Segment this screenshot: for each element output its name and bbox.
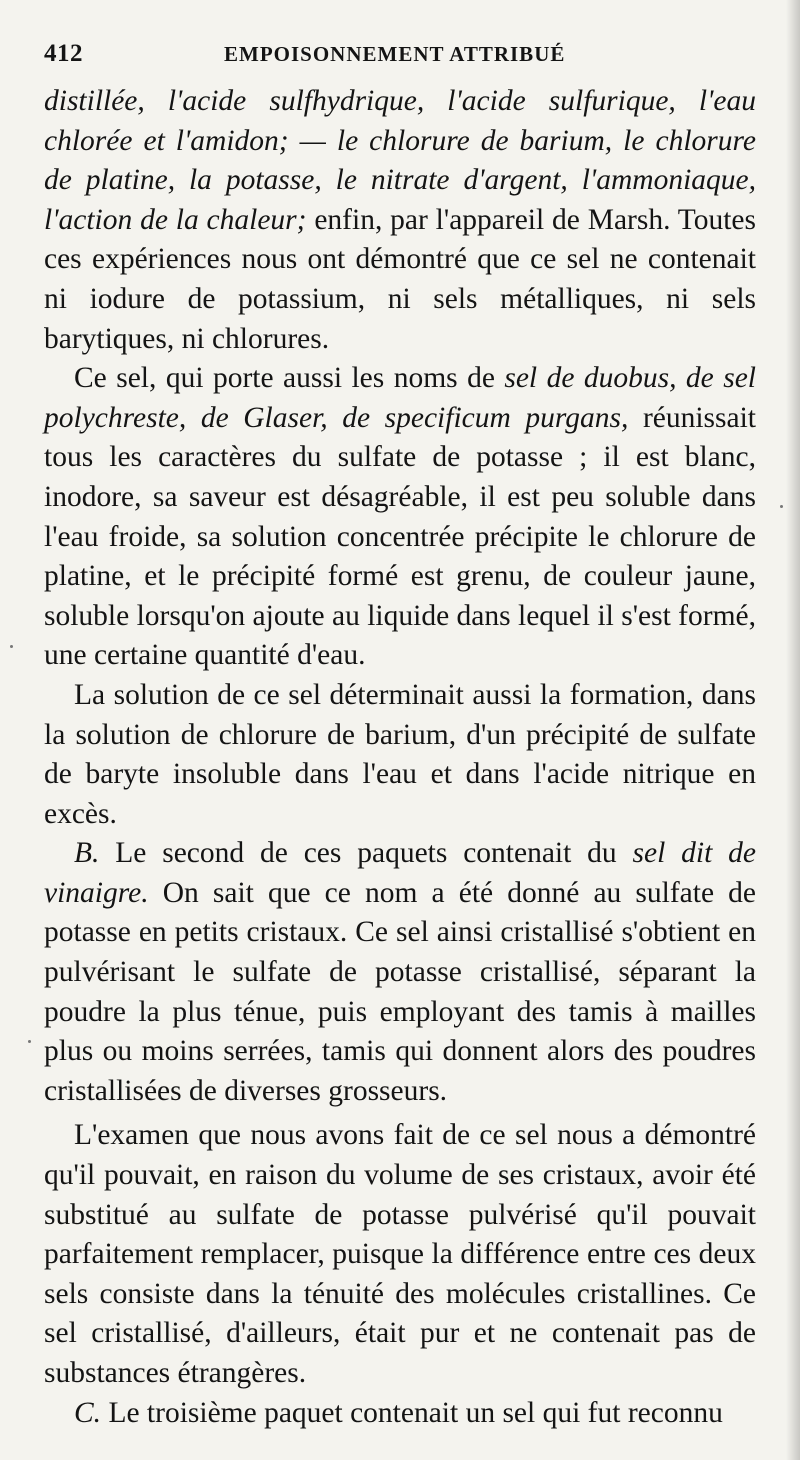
page-edge-shadow	[786, 0, 800, 1460]
text-segment: On sait que ce nom a été donné au sulfate de potasse en petits cristaux. Ce sel ainsi cristallisé s'obtient en pulvérisant le sulfate de potasse cristallisé, séparant la poudre la plus ténue, puis employant des tamis à mailles plus ou moins serrées, tamis qui donnent alors des poudres cristallisées de diverses grosseurs.	[44, 876, 756, 1107]
paragraph-continuation	[44, 82, 756, 359]
paper-speck	[28, 1040, 31, 1043]
text-segment: Ce sel, qui porte aussi les noms de	[74, 362, 505, 395]
body-text	[44, 82, 756, 1433]
text-segment: C.	[74, 1396, 102, 1429]
text-segment: L'examen que nous avons fait de ce sel nous a démontré qu'il pouvait, en raison du volume de ses cristaux, avoir été substitué au sulfate de potasse pulvérisé qu'il pouvait parfaitement remplacer, puisque la différence entre ces deux sels consiste dans la ténuité des molécules cristallines. Ce sel cristallisé, d'ailleurs, était pur et ne contenait pas de substances étrangères.	[44, 1119, 756, 1389]
paragraph-sel-de-duobus	[44, 359, 756, 676]
paragraph-b-sel-de-vinaigre	[44, 834, 756, 1111]
text-segment: La solution de ce sel déterminait aussi la formation, dans la solution de chlorure de barium, d'un précipité de sulfate de baryte insoluble dans l'eau et dans l'acide nitrique en excès.	[44, 678, 756, 830]
text-segment: Le troisième paquet contenait un sel qui fut reconnu	[101, 1396, 723, 1429]
paper-speck	[10, 645, 13, 648]
text-segment: sel de duobus, de sel polychreste, de Glaser, de specificum purgans,	[44, 362, 756, 434]
text-segment: réunissait tous les caractères du sulfate de potasse ; il est blanc, inodore, sa saveur est désagréable, il est peu soluble dans l'eau froide, sa solution concentrée précipite le chlorure de platine, et le précipité formé est grenu, de couleur jaune, soluble lorsqu'on ajoute au liquide dans lequel il s'est formé, une certaine quantité d'eau.	[44, 401, 757, 672]
text-segment: B.	[74, 837, 100, 870]
page-number: 412	[44, 40, 83, 67]
paragraph-barium-test	[44, 676, 756, 834]
text-segment: sel dit de vinaigre.	[44, 837, 756, 909]
paragraph-examen	[44, 1116, 756, 1393]
page-header	[44, 40, 756, 80]
paper-speck	[780, 505, 783, 508]
paragraph-c-troisieme-paquet	[44, 1394, 756, 1434]
text-segment: Le second de ces paquets contenait du	[99, 837, 633, 870]
running-head: EMPOISONNEMENT ATTRIBUÉ	[224, 42, 566, 66]
text-segment: enfin, par l'appareil de Marsh. Toutes ces expériences nous ont démontré que ce sel ne contenait ni iodure de potassium, ni sels métalliques, ni sels barytiques, ni chlorures.	[44, 203, 756, 355]
text-segment: distillée, l'acide sulfhydrique, l'acide sulfurique, l'eau chlorée et l'amidon; — le chlorure de barium, le chlorure de platine, la potasse, le nitrate d'argent, l'ammoniaque, l'action de la chaleur;	[44, 85, 756, 236]
